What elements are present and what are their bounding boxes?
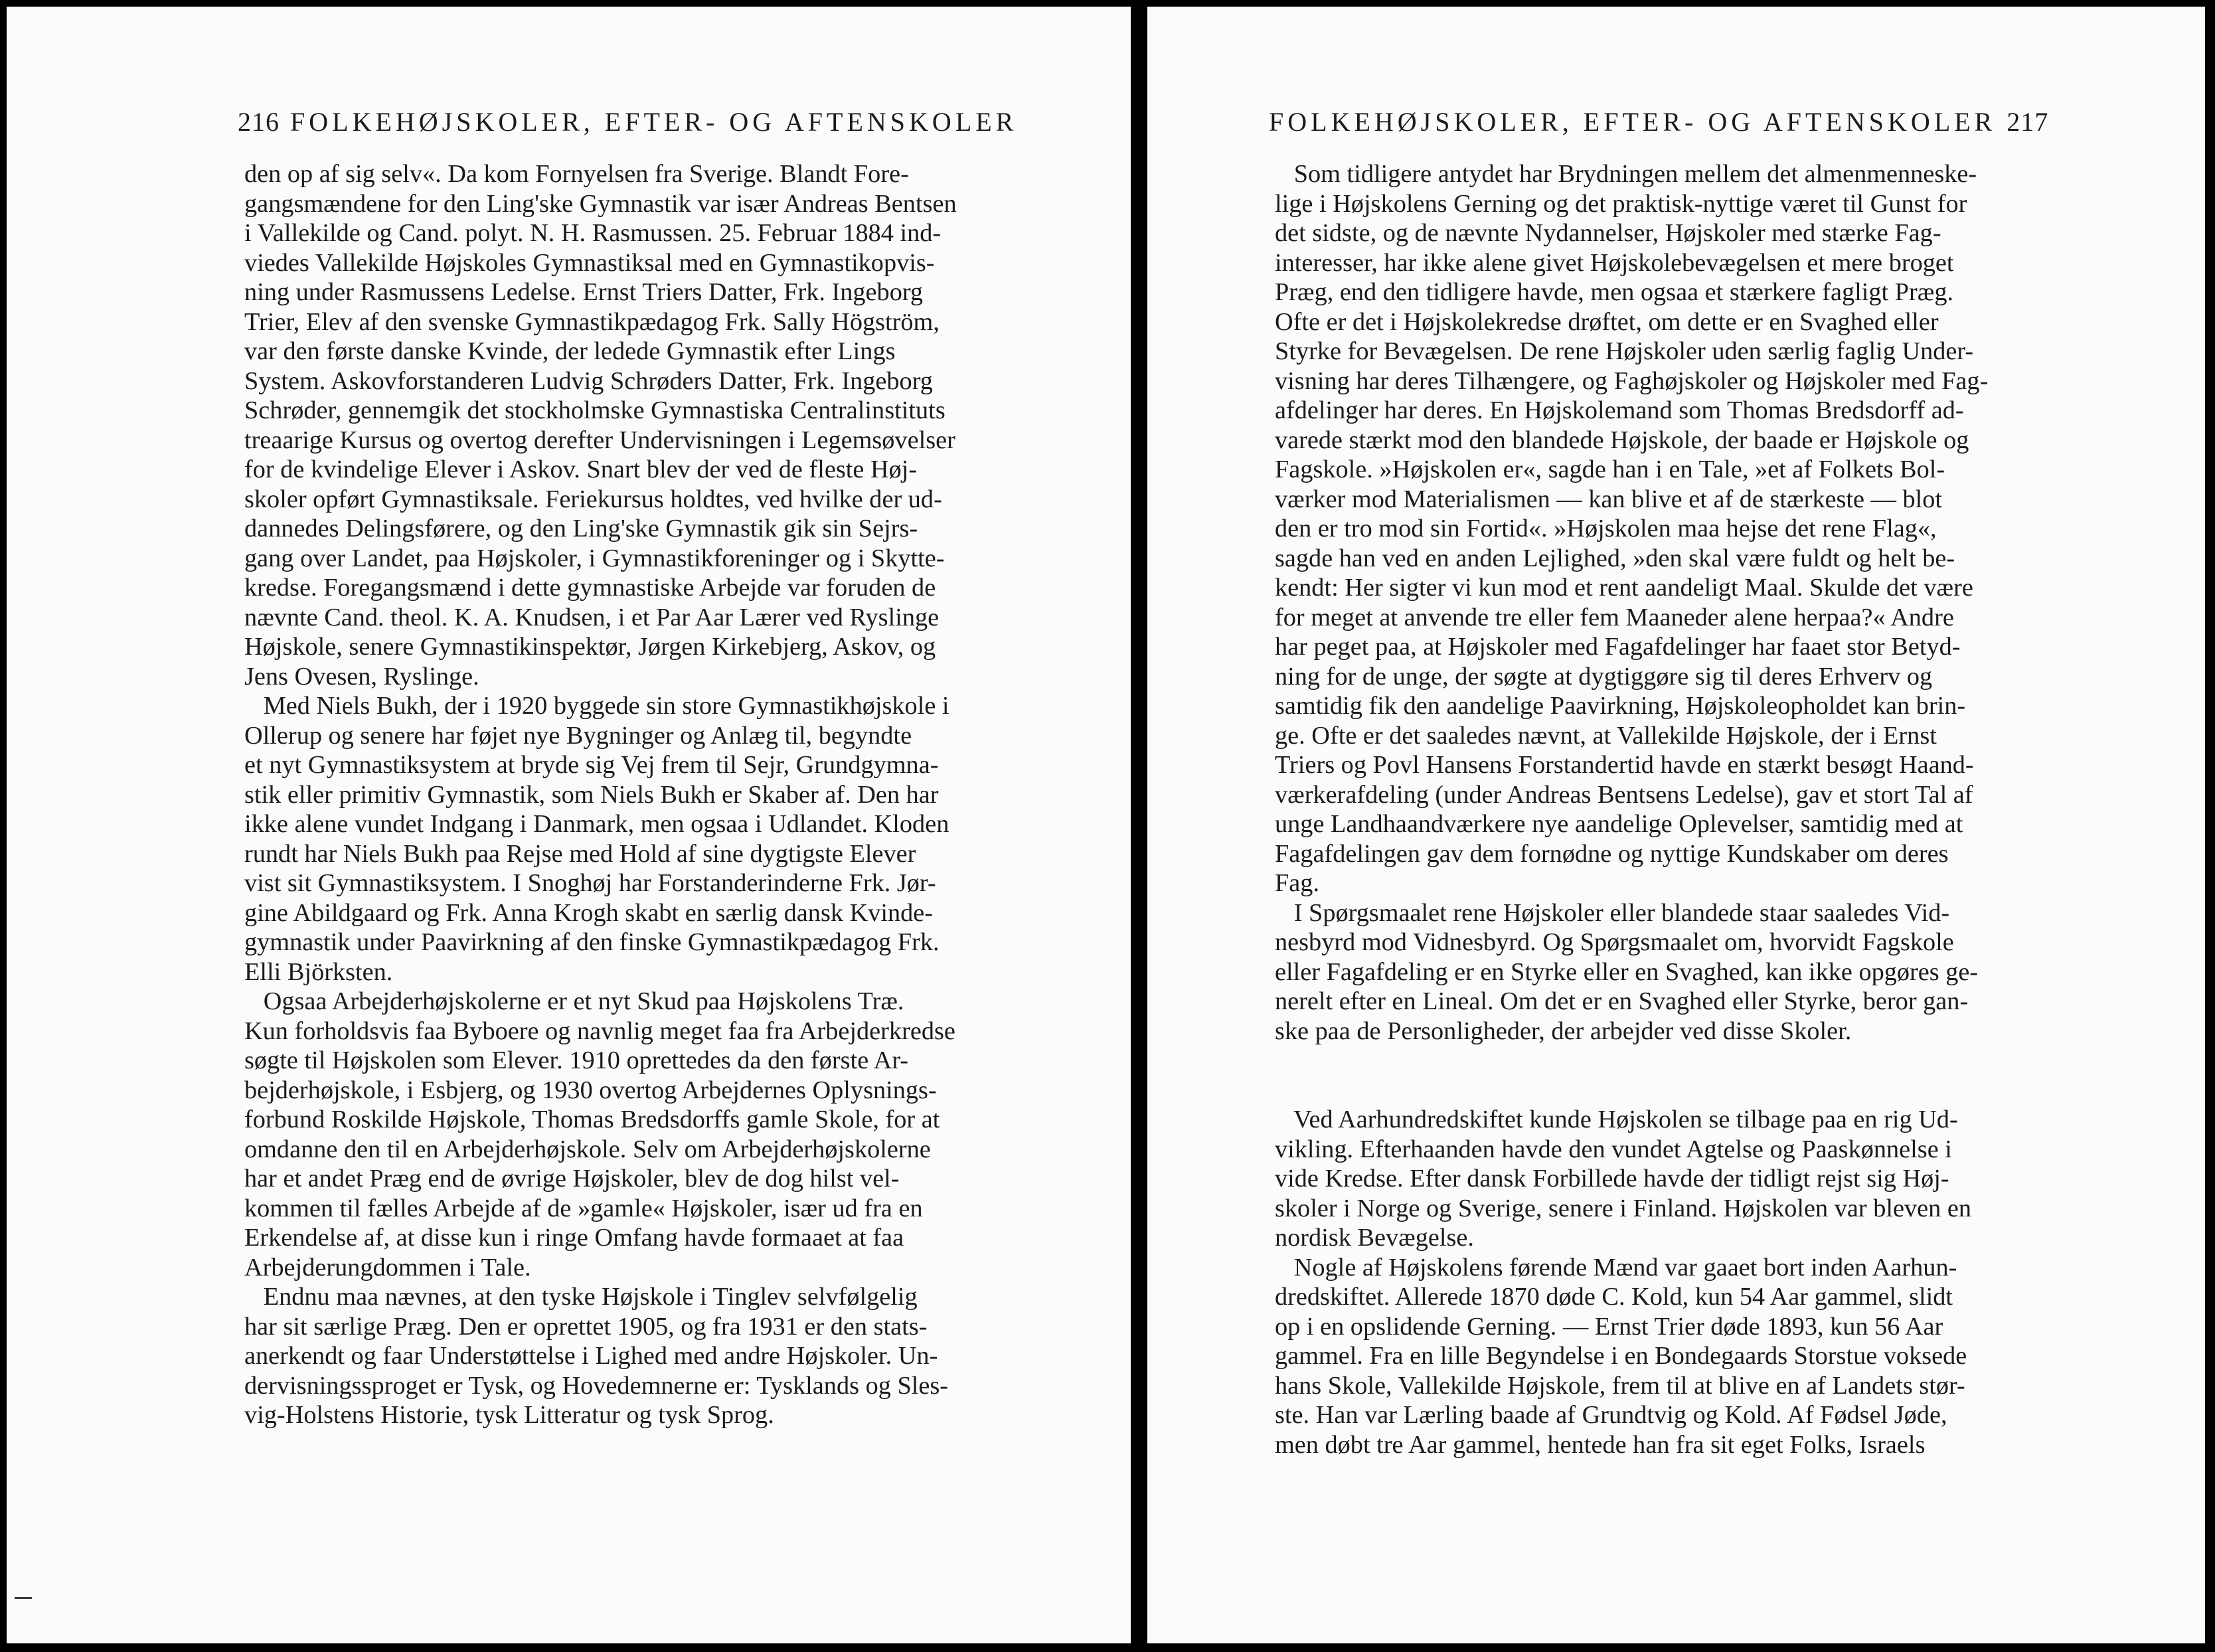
text-line: op i en opslidende Gerning. — Ernst Trier døde 1893, kun 56 Aar xyxy=(1275,1312,1943,1341)
running-head-title-right: FOLKEHØJSKOLER, EFTER- OG AFTENSKOLER xyxy=(1269,107,1997,137)
text-line: nævnte Cand. theol. K. A. Knudsen, i et Par Aar Lærer ved Ryslinge xyxy=(244,603,940,631)
page-number-left: 216 xyxy=(238,107,280,137)
text-line: gang over Landet, paa Højskoler, i Gymnastikforeninger og i Skytte- xyxy=(244,544,945,572)
text-line: Som tidligere antydet har Brydningen mellem det almenmenneske- xyxy=(1275,160,1977,188)
text-line: unge Landhaandværkere nye aandelige Oplevelser, samtidig med at xyxy=(1275,810,1963,838)
page-number-right: 217 xyxy=(2007,107,2049,137)
text-line: for meget at anvende tre eller fem Maaneder alene herpaa?« Andre xyxy=(1275,603,1954,631)
text-line: I Spørgsmaalet rene Højskoler eller blandede staar saaledes Vid- xyxy=(1275,898,1950,927)
text-line: visning har deres Tilhængere, og Faghøjskoler og Højskoler med Fag- xyxy=(1275,367,1989,395)
text-line: i Vallekilde og Cand. polyt. N. H. Rasmussen. 25. Februar 1884 ind- xyxy=(244,219,942,247)
text-line: værkerafdeling (under Andreas Bentsens Ledelse), gav et stort Tal af xyxy=(1275,780,1973,809)
text-line: Fag. xyxy=(1275,869,1320,897)
text-line: viedes Vallekilde Højskoles Gymnastiksal med en Gymnastikopvis- xyxy=(244,248,935,277)
text-line: ste. Han var Lærling baade af Grundtvig og Kold. Af Fødsel Jøde, xyxy=(1275,1401,1947,1429)
text-line: Erkendelse af, at disse kun i ringe Omfang havde formaaet at faa xyxy=(244,1224,904,1252)
text-line: den er tro mod sin Fortid«. »Højskolen maa hejse det rene Flag«, xyxy=(1275,515,1937,542)
text-line: har sit særlige Præg. Den er oprettet 1905, og fra 1931 er den stats- xyxy=(244,1312,928,1341)
text-line: omdanne den til en Arbejderhøjskole. Selv om Arbejderhøjskolerne xyxy=(244,1135,931,1163)
text-line: vist sit Gymnastiksystem. I Snoghøj har Forstanderinderne Frk. Jør- xyxy=(244,869,936,897)
right-page xyxy=(1147,7,2205,1643)
page-edge-mark xyxy=(15,1597,32,1599)
text-line: Med Niels Bukh, der i 1920 byggede sin store Gymnastikhøjskole i xyxy=(244,692,949,720)
text-line: System. Askovforstanderen Ludvig Schrøders Datter, Frk. Ingeborg xyxy=(244,367,933,395)
text-line: sagde han ved en anden Lejlighed, »den skal være fuldt og helt be- xyxy=(1275,544,1955,572)
text-line: Ogsaa Arbejderhøjskolerne er et nyt Skud paa Højskolens Træ. xyxy=(244,987,904,1015)
text-line: men døbt tre Aar gammel, hentede han fra sit eget Folks, Israels xyxy=(1275,1430,1926,1459)
text-line: nerelt efter en Lineal. Om det er en Svaghed eller Styrke, beror gan- xyxy=(1275,987,1969,1015)
text-line: Endnu maa nævnes, at den tyske Højskole i Tinglev selvfølgelig xyxy=(244,1283,918,1311)
text-line: gymnastik under Paavirkning af den finske Gymnastikpædagog Frk. xyxy=(244,928,940,956)
text-line: har peget paa, at Højskoler med Fagafdelinger har faaet stor Betyd- xyxy=(1275,633,1961,661)
text-line: Fagafdelingen gav dem fornødne og nyttige Kundskaber om deres xyxy=(1275,839,1949,868)
text-line: et nyt Gymnastiksystem at bryde sig Vej frem til Sejr, Grundgymna- xyxy=(244,751,939,779)
text-line: bejderhøjskole, i Esbjerg, og 1930 overtog Arbejdernes Oplysnings- xyxy=(244,1076,937,1104)
text-line: gine Abildgaard og Frk. Anna Krogh skabt en særlig dansk Kvinde- xyxy=(244,898,934,927)
text-line: Schrøder, gennemgik det stockholmske Gymnastiska Centralinstituts xyxy=(244,396,945,424)
text-line: kendt: Her sigter vi kun mod et rent aandeligt Maal. Skulde det være xyxy=(1275,574,1973,602)
text-line: Ollerup og senere har føjet nye Bygninger og Anlæg til, begyndte xyxy=(244,721,912,750)
text-line: dredskiftet. Allerede 1870 døde C. Kold, kun 54 Aar gammel, slidt xyxy=(1275,1283,1953,1311)
text-line: afdelinger har deres. En Højskolemand som Thomas Bredsdorff ad- xyxy=(1275,396,1964,424)
running-head-title-left: FOLKEHØJSKOLER, EFTER- OG AFTENSKOLER xyxy=(290,107,1018,137)
text-line: vig-Holstens Historie, tysk Litteratur og tysk Sprog. xyxy=(244,1401,774,1429)
section-break xyxy=(1275,1046,1988,1105)
text-line: har et andet Præg end de øvrige Højskoler, blev de dog hilst vel- xyxy=(244,1165,900,1193)
text-line: ning for de unge, der søgte at dygtiggøre sig til deres Erhverv og xyxy=(1275,662,1933,691)
text-line: Højskole, senere Gymnastikinspektør, Jørgen Kirkebjerg, Askov, og xyxy=(244,633,936,661)
running-head-right xyxy=(1269,106,2048,137)
text-line: for de kvindelige Elever i Askov. Snart blev der ved de fleste Høj- xyxy=(244,455,918,483)
text-line: nordisk Bevægelse. xyxy=(1275,1224,1474,1252)
text-line: samtidig fik den aandelige Paavirkning, Højskoleopholdet kan brin- xyxy=(1275,692,1966,720)
text-line: gammel. Fra en lille Begyndelse i en Bondegaards Storstue voksede xyxy=(1275,1342,1967,1370)
left-page xyxy=(7,7,1131,1643)
text-line: ikke alene vundet Indgang i Danmark, men ogsaa i Udlandet. Kloden xyxy=(244,810,949,838)
text-line: Fagskole. »Højskolen er«, sagde han i en Tale, »et af Folkets Bol- xyxy=(1275,455,1945,483)
text-line: nesbyrd mod Vidnesbyrd. Og Spørgsmaalet om, hvorvidt Fagskole xyxy=(1275,928,1954,956)
text-line: Arbejderungdommen i Tale. xyxy=(244,1253,531,1281)
text-line: ge. Ofte er det saaledes nævnt, at Vallekilde Højskole, der i Ernst xyxy=(1275,721,1937,750)
text-line: kommen til fælles Arbejde af de »gamle« Højskoler, især ud fra en xyxy=(244,1194,923,1222)
text-line: var den første danske Kvinde, der ledede Gymnastik efter Lings xyxy=(244,337,896,365)
text-line: skoler i Norge og Sverige, senere i Finland. Højskolen var bleven en xyxy=(1275,1194,1972,1222)
text-line: interesser, har ikke alene givet Højskolebevægelsen et mere broget xyxy=(1275,248,1954,277)
text-line: varede stærkt mod den blandede Højskole, der baade er Højskole og xyxy=(1275,426,1969,454)
text-line: Jens Ovesen, Ryslinge. xyxy=(244,662,479,691)
text-line: søgte til Højskolen som Elever. 1910 oprettedes da den første Ar- xyxy=(244,1046,909,1074)
text-line: treaarige Kursus og overtog derefter Undervisningen i Legemsøvelser xyxy=(244,426,955,454)
text-line: stik eller primitiv Gymnastik, som Niels Bukh er Skaber af. Den har xyxy=(244,780,939,809)
text-line: ning under Rasmussens Ledelse. Ernst Triers Datter, Frk. Ingeborg xyxy=(244,278,924,306)
text-line: ske paa de Personligheder, der arbejder ved disse Skoler. xyxy=(1275,1017,1852,1045)
text-line: vikling. Efterhaanden havde den vundet Agtelse og Paaskønnelse i xyxy=(1275,1135,1952,1163)
left-body-text xyxy=(244,159,957,1430)
text-line: gangsmændene for den Ling'ske Gymnastik var især Andreas Bentsen xyxy=(244,189,957,218)
text-line: dannedes Delingsførere, og den Ling'ske Gymnastik gik sin Sejrs- xyxy=(244,515,918,542)
text-line: Ved Aarhundredskiftet kunde Højskolen se tilbage paa en rig Ud- xyxy=(1275,1106,1958,1133)
text-line: Elli Björksten. xyxy=(244,957,393,986)
text-line: Ofte er det i Højskolekredse drøftet, om dette er en Svaghed eller xyxy=(1275,307,1939,336)
text-line: rundt har Niels Bukh paa Rejse med Hold af sine dygtigste Elever xyxy=(244,839,916,868)
text-line: lige i Højskolens Gerning og det praktisk-nyttige været til Gunst for xyxy=(1275,189,1967,218)
text-line: Nogle af Højskolens førende Mænd var gaaet bort inden Aarhun- xyxy=(1275,1253,1957,1281)
text-line: anerkendt og faar Understøttelse i Lighed med andre Højskoler. Un- xyxy=(244,1342,938,1370)
text-line: dervisningssproget er Tysk, og Hovedemnerne er: Tysklands og Sles- xyxy=(244,1371,949,1400)
text-line: værker mod Materialismen — kan blive et af de stærkeste — blot xyxy=(1275,485,1943,513)
text-line: Triers og Povl Hansens Forstandertid havde en stærkt besøgt Haand- xyxy=(1275,751,1974,779)
text-line: skoler opført Gymnastiksale. Feriekursus holdtes, ved hvilke der ud- xyxy=(244,485,942,513)
text-line: den op af sig selv«. Da kom Fornyelsen fra Sverige. Blandt Fore- xyxy=(244,160,909,188)
running-head-left xyxy=(238,106,1017,137)
right-body-text xyxy=(1275,159,1988,1459)
text-line: Kun forholdsvis faa Byboere og navnlig meget faa fra Arbejderkredse xyxy=(244,1017,955,1045)
text-line: det sidste, og de nævnte Nydannelser, Højskoler med stærke Fag- xyxy=(1275,219,1941,247)
text-line: vide Kredse. Efter dansk Forbillede havde der tidligt rejst sig Høj- xyxy=(1275,1165,1949,1193)
text-line: Præg, end den tidligere havde, men ogsaa et stærkere fagligt Præg. xyxy=(1275,278,1954,306)
text-line: forbund Roskilde Højskole, Thomas Bredsdorffs gamle Skole, for at xyxy=(244,1106,940,1133)
text-line: Trier, Elev af den svenske Gymnastikpædagog Frk. Sally Högström, xyxy=(244,307,940,336)
text-line: eller Fagafdeling er en Styrke eller en Svaghed, kan ikke opgøres ge- xyxy=(1275,957,1979,986)
text-line: hans Skole, Vallekilde Højskole, frem til at blive en af Landets stør- xyxy=(1275,1371,1965,1400)
text-line: kredse. Foregangsmænd i dette gymnastiske Arbejde var foruden de xyxy=(244,574,936,602)
text-line: Styrke for Bevægelsen. De rene Højskoler uden særlig faglig Under- xyxy=(1275,337,1974,365)
